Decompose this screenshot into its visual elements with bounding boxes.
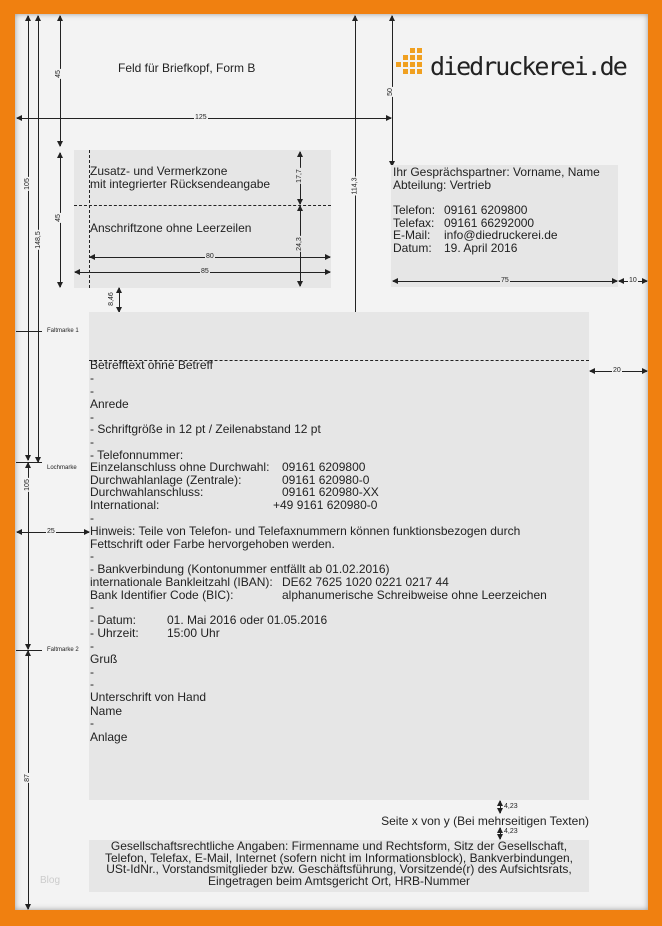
department: Abteilung: Vertrieb	[393, 178, 492, 192]
watermark: Blog	[40, 875, 61, 886]
dim-87: 87	[23, 774, 31, 782]
dim-4-23-bottom: 4,23	[504, 828, 518, 835]
dim-4-23-top: 4,23	[504, 803, 518, 810]
dim-50: 50	[386, 88, 394, 96]
dim-105: 105	[23, 178, 31, 190]
contact-person: Ihr Gesprächspartner: Vorname, Name	[393, 165, 600, 179]
info-key: Telefax:	[393, 215, 435, 230]
dim-114-3: 114,3	[351, 177, 359, 195]
logo-mark	[396, 48, 426, 80]
address-zone-label: Anschriftzone ohne Leerzeilen	[90, 221, 252, 235]
dim-148-5: 148,5	[34, 231, 42, 249]
dim-8-46: 8,46	[107, 292, 115, 306]
dim-10: 10	[629, 277, 637, 284]
info-value: 19. April 2016	[444, 240, 518, 255]
info-key: Telefon:	[393, 203, 436, 217]
info-key: Datum:	[393, 240, 432, 255]
info-value: 09161 66292000	[444, 215, 535, 230]
logo-text: diedruckerei.de	[430, 52, 626, 81]
endorsement-zone-label: Zusatz- und Vermerkzone	[90, 164, 228, 178]
dim-24-3: 24,3	[295, 237, 303, 251]
footer-legal: Gesellschaftsrechtliche Angaben: Firmenname und Rechtsform, Sitz der Gesellschaft, Telefon, Telefax, E-Mail, Internet (sofern nicht im Informationsblock), Bankverbindungen, USt-IdNr., Vorstandsmitglieder bzw. Geschäftsführung, Vorsitzende(r) des Aufsichtsrats, Eingetragen beim Amtsgericht Ort, HRB-Nummer	[89, 840, 589, 892]
fold-mark-1: Faltmarke 1	[47, 328, 79, 334]
dim-125: 125	[195, 114, 207, 121]
info-value: 09161 6209800	[444, 203, 528, 217]
dim-45-address: 45	[54, 214, 62, 222]
dim-105-lower: 105	[23, 479, 31, 491]
body-zone	[89, 312, 589, 800]
dim-17-7: 17,7	[295, 169, 303, 183]
page-number: Seite x von y (Bei mehrseitigen Texten)	[381, 814, 589, 828]
dim-25: 25	[47, 528, 55, 535]
fold-mark-2: Faltmarke 2	[47, 647, 79, 653]
dim-85: 85	[201, 268, 209, 275]
dim-20: 20	[613, 367, 621, 374]
dim-75: 75	[501, 277, 509, 284]
info-key: E-Mail:	[393, 228, 431, 242]
letterhead-label: Feld für Briefkopf, Form B	[118, 61, 256, 75]
dim-45-top: 45	[54, 70, 62, 78]
info-value: info@diedruckerei.de	[444, 228, 558, 242]
hole-mark: Lochmarke	[47, 465, 77, 471]
dim-80: 80	[206, 253, 214, 260]
endorsement-zone-label-2: mit integrierter Rücksendeangabe	[90, 177, 271, 191]
